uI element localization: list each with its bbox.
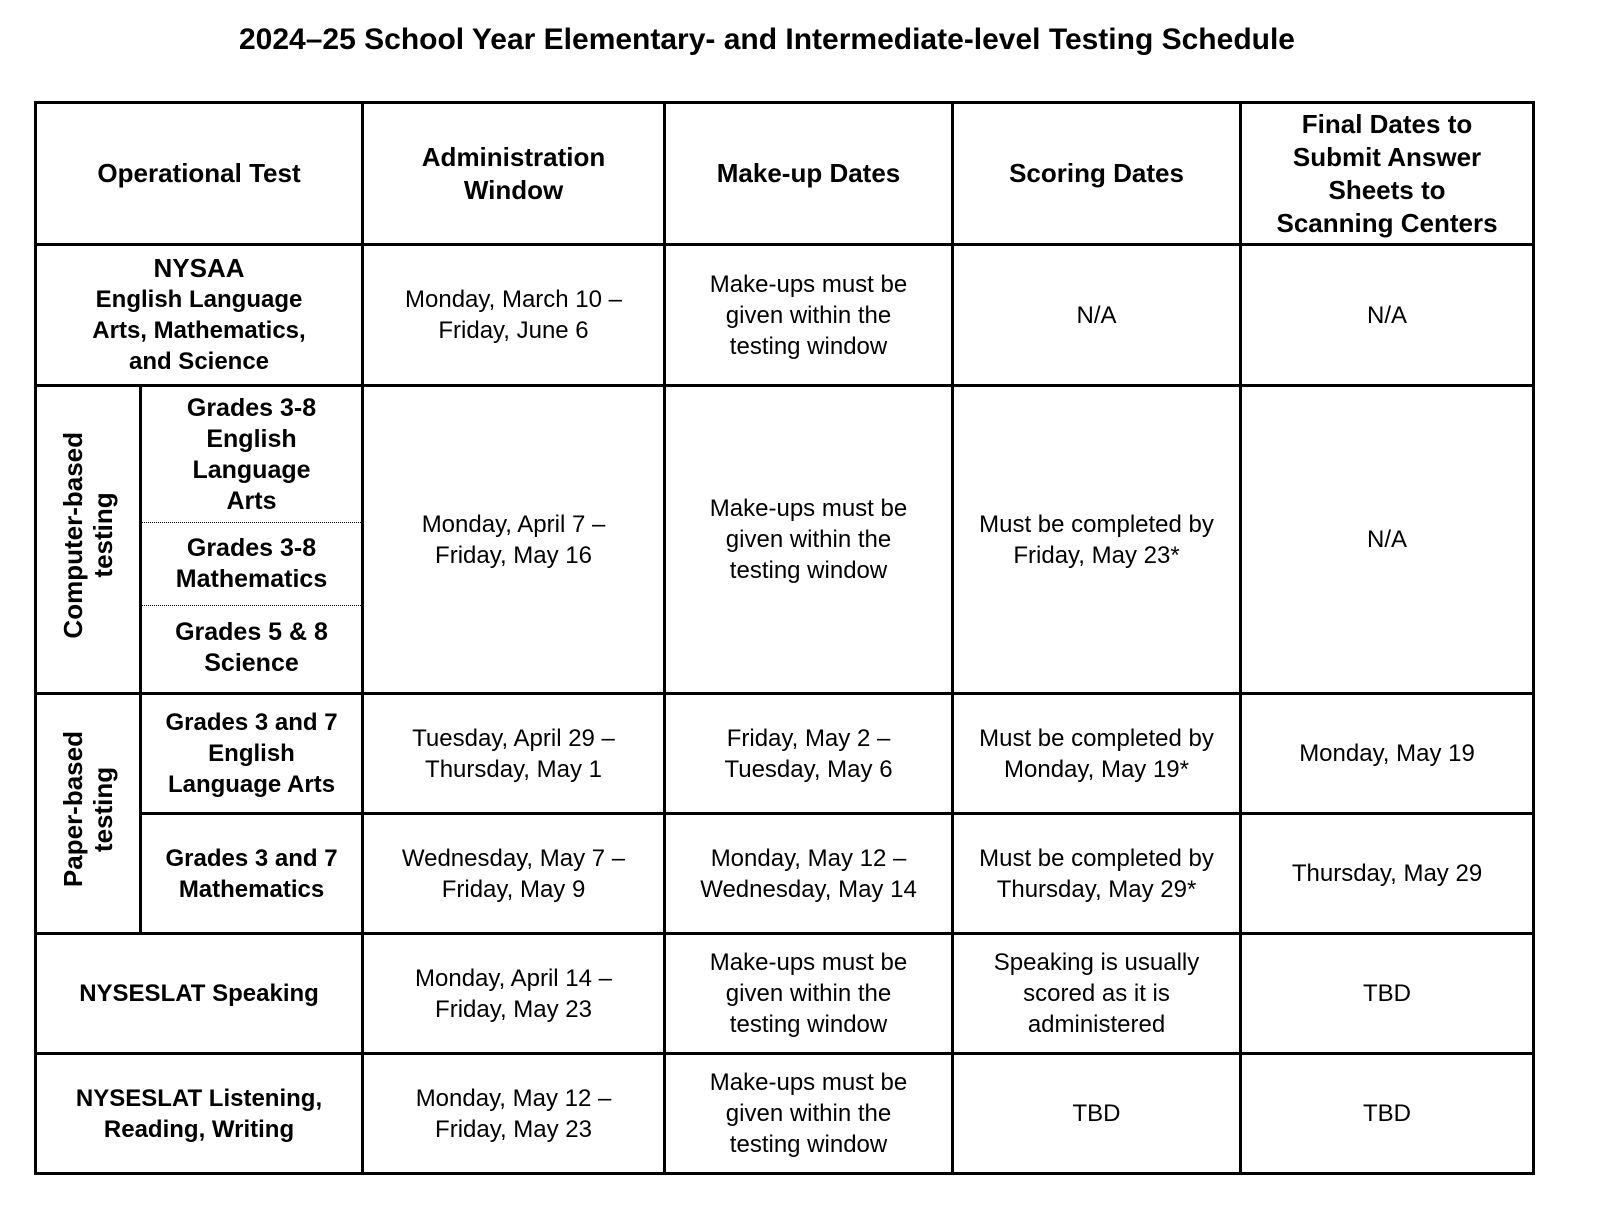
page-title: 2024–25 School Year Elementary- and Intermediate-level Testing Schedule [239,23,1295,56]
group-label-paper-based: Paper-based testing [36,694,141,934]
test-name-nysaa: NYSAA English Language Arts, Mathematics, and Science [36,245,363,386]
test-name-pbt-math: Grades 3 and 7 Mathematics [141,814,363,934]
header-administration-window: Administration Window [363,103,665,245]
computer-based-tests [141,386,363,694]
scoring-dates-cell: Speaking is usually scored as it is administered [953,934,1241,1054]
final-dates-cell: TBD [1241,1054,1534,1174]
table-row-computer-based [36,386,1534,694]
final-dates-cell: N/A [1241,245,1534,386]
test-name-pbt-ela: Grades 3 and 7 English Language Arts [141,694,363,814]
group-label-computer-based: Computer-based testing [36,386,141,694]
admin-window-cell: Monday, April 14 – Friday, May 23 [363,934,665,1054]
testing-schedule-table [34,101,1535,1175]
admin-window-cell: Tuesday, April 29 – Thursday, May 1 [363,694,665,814]
scoring-dates-cell: Must be completed by Thursday, May 29* [953,814,1241,934]
makeup-dates-cell: Make-ups must be given within the testing window [665,245,953,386]
test-name-cbt-math: Grades 3-8 Mathematics [142,522,361,605]
table-row-paper-based-ela [36,694,1534,814]
table-row-nyseslat-lrw [36,1054,1534,1174]
makeup-dates-cell: Make-ups must be given within the testing window [665,1054,953,1174]
table-row-nysaa [36,245,1534,386]
scoring-dates-cell: Must be completed by Friday, May 23* [953,386,1241,694]
header-makeup-dates: Make-up Dates [665,103,953,245]
scoring-dates-cell: Must be completed by Monday, May 19* [953,694,1241,814]
test-name-nyseslat-speaking: NYSESLAT Speaking [36,934,363,1054]
table-row-paper-based-math [36,814,1534,934]
admin-window-cell: Monday, May 12 – Friday, May 23 [363,1054,665,1174]
admin-window-cell: Monday, April 7 – Friday, May 16 [363,386,665,694]
test-name-nyseslat-lrw: NYSESLAT Listening, Reading, Writing [36,1054,363,1174]
makeup-dates-cell: Friday, May 2 – Tuesday, May 6 [665,694,953,814]
header-scoring-dates: Scoring Dates [953,103,1241,245]
admin-window-cell: Monday, March 10 – Friday, June 6 [363,245,665,386]
makeup-dates-cell: Make-ups must be given within the testing window [665,934,953,1054]
makeup-dates-cell: Monday, May 12 – Wednesday, May 14 [665,814,953,934]
header-final-dates: Final Dates to Submit Answer Sheets to Scanning Centers [1241,103,1534,245]
header-operational-test: Operational Test [36,103,363,245]
makeup-dates-cell: Make-ups must be given within the testing window [665,386,953,694]
scoring-dates-cell: TBD [953,1054,1241,1174]
test-name-cbt-science: Grades 5 & 8 Science [142,605,361,691]
test-name-cbt-ela: Grades 3-8 English Language Arts [186,394,317,515]
final-dates-cell: Monday, May 19 [1241,694,1534,814]
scoring-dates-cell: N/A [953,245,1241,386]
table-row-nyseslat-speaking [36,934,1534,1054]
final-dates-cell: Thursday, May 29 [1241,814,1534,934]
final-dates-cell: TBD [1241,934,1534,1054]
admin-window-cell: Wednesday, May 7 – Friday, May 9 [363,814,665,934]
header-row [36,103,1534,245]
final-dates-cell: N/A [1241,386,1534,694]
